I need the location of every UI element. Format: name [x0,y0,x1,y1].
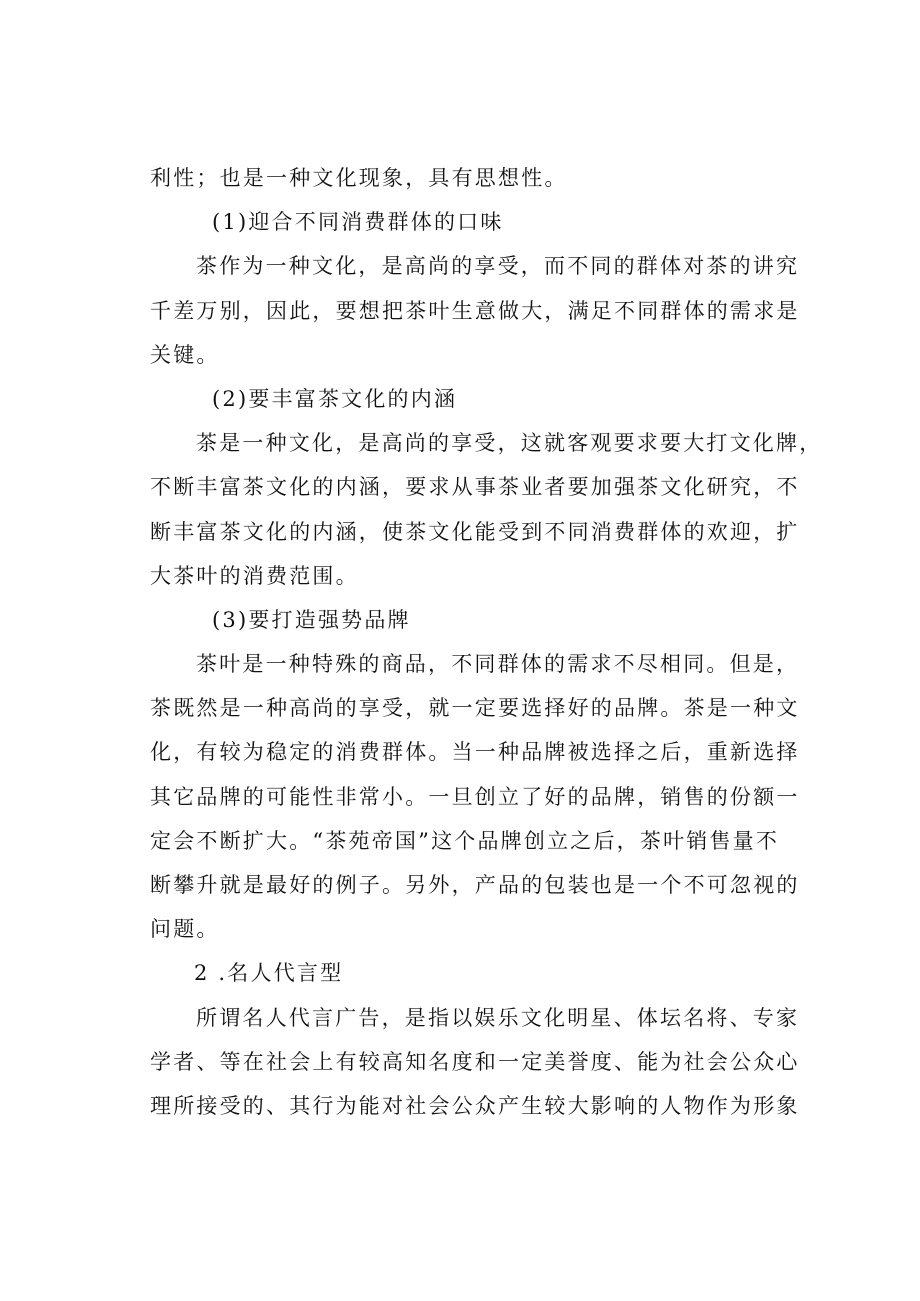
paragraph-line: 断丰富茶文化的内涵，使茶文化能受到不同消费群体的欢迎，扩 [150,519,800,544]
paragraph-line: 断攀升就是最好的例子。另外，产品的包装也是一个不可忽视的 [150,873,800,897]
paragraph-line: 茶作为一种文化，是高尚的享受，而不同的群体对茶的讲究 [196,254,800,279]
paragraph-line: 其它品牌的可能性非常小。一旦创立了好的品牌，销售的份额一 [150,784,800,809]
paragraph-line: 茶叶是一种特殊的商品，不同群体的需求不尽相同。但是， [196,652,800,677]
document-body [150,156,823,1128]
paragraph-line: 千差万别，因此，要想把茶叶生意做大，满足不同群体的需求是 [150,298,800,323]
subheading-2: (2)要丰富茶文化的内涵 [212,386,458,411]
paragraph-line: 化，有较为稳定的消费群体。当一种品牌被选择之后，重新选择 [150,740,800,765]
body-line: 利性；也是一种文化现象，具有思想性。 [150,166,568,190]
paragraph-line: 不断丰富茶文化的内涵，要求从事茶业者要加强茶文化研究，不 [150,475,800,500]
subheading-3: (3)要打造强势品牌 [212,607,411,632]
paragraph-line: 大茶叶的消费范围。 [150,563,359,588]
paragraph-line: 学者、等在社会上有较高知名度和一定美誉度、能为社会公众心 [150,1049,800,1074]
paragraph-line: 所谓名人代言广告，是指以娱乐文化明星、体坛名将、专家 [196,1005,800,1030]
paragraph-line: 茶是一种文化，是高尚的享受，这就客观要求要大打文化牌， [196,431,823,456]
subheading-1: (1)迎合不同消费群体的口味 [212,210,504,235]
section-heading: 2 .名人代言型 [194,961,344,986]
paragraph-line: 茶既然是一种高尚的享受，就一定要选择好的品牌。茶是一种文 [150,696,800,721]
paragraph-line: 理所接受的、其行为能对社会公众产生较大影响的人物作为形象 [150,1093,800,1118]
paragraph-line: 问题。 [150,917,220,942]
paragraph-line: 定会不断扩大。“茶苑帝国”这个品牌创立之后，茶叶销售量不 [150,828,780,853]
paragraph-line: 关键。 [150,342,220,367]
